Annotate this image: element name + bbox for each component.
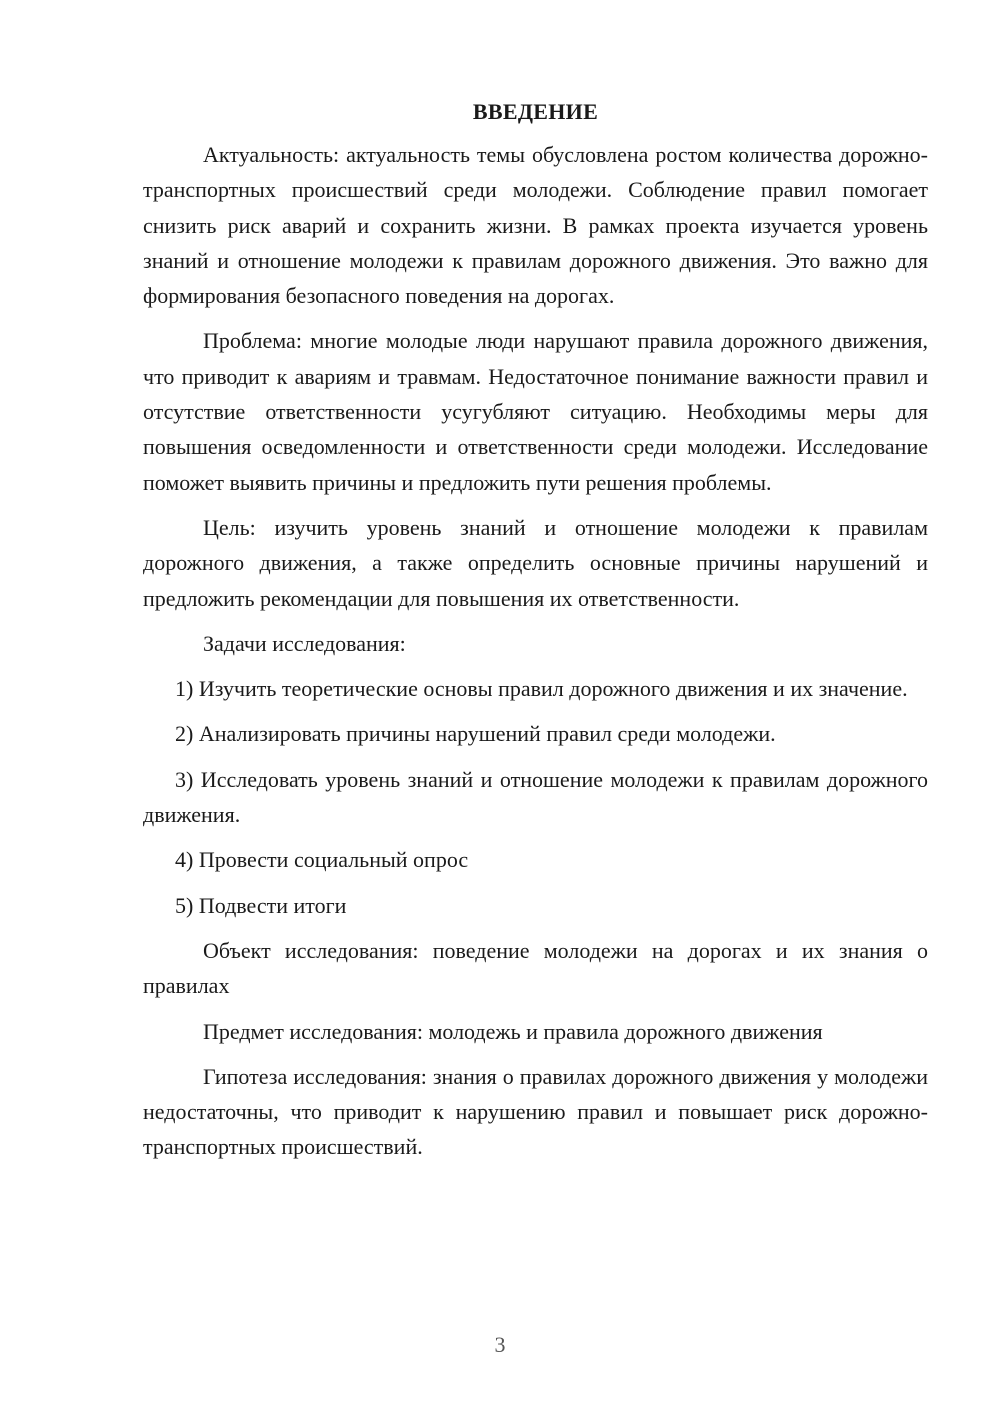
task-item-5: 5) Подвести итоги [175,892,347,918]
paragraph-relevance: Актуальность: актуальность темы обусловлена ростом количества дорожно-транспортных происшествий среди молодежи. Соблюдение правил помогает снизить риск аварий и сохранить жизни. В рамках проекта изучается уровень знаний и отношение молодежи к правилам дорожного движения. Это важно для формирования безопасного поведения на дорогах. [143,142,928,309]
task-item-1: 1) Изучить теоретические основы правил дорожного движения и их значение. [175,676,908,702]
paragraph-subject: Предмет исследования: молодежь и правила дорожного движения [203,1018,823,1044]
section-title: ВВЕДЕНИЕ [472,99,599,124]
paragraph-hypothesis: Гипотеза исследования: знания о правилах дорожного движения у молодежи недостаточны, что приводит к нарушению правил и повышает риск дорожно-транспортных происшествий. [143,1063,928,1160]
task-item-4: 4) Провести социальный опрос [175,847,469,873]
page-number: 3 [494,1332,506,1357]
paragraph-tasks-heading: Задачи исследования: [203,630,406,656]
document-body [143,94,928,1165]
paragraph-object: Объект исследования: поведение молодежи на дорогах и их знания о правилах [143,937,928,999]
task-item-2: 2) Анализировать причины нарушений правил среди молодежи. [175,721,776,747]
paragraph-goal: Цель: изучить уровень знаний и отношение молодежи к правилам дорожного движения, а также определить основные причины нарушений и предложить рекомендации для повышения их ответственности. [143,514,928,611]
task-item-3: 3) Исследовать уровень знаний и отношение молодежи к правилам дорожного движения. [143,766,928,828]
paragraph-problem: Проблема: многие молодые люди нарушают правила дорожного движения, что приводит к авариям и травмам. Недостаточное понимание важности правил и отсутствие ответственности усугубляют ситуацию. Необходимы меры для повышения осведомленности и ответственности среди молодежи. Исследование поможет выявить причины и предложить пути решения проблемы. [143,328,928,495]
